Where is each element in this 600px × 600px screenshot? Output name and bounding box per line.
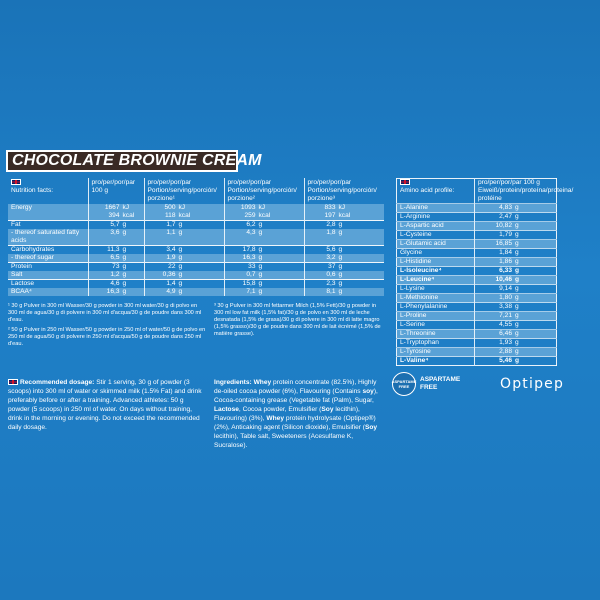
amino-cell xyxy=(475,231,557,240)
amino-value: 10,46 xyxy=(495,276,512,283)
nutrition-cell xyxy=(224,229,304,246)
nutrition-row-label: Protein xyxy=(8,263,88,272)
nutrition-cell xyxy=(144,212,224,221)
ingredients-label: Ingredients: xyxy=(214,379,252,386)
dosage-text: Stir 1 serving, 30 g of powder (3 scoops) into 300 ml of water or skimmed milk (1.5% Fat) and drink preferably before or after a training. Advanced athletes: 50 g powder (5 scoops) in 250 ml of water. On days without training, drink in the morning or evening. Do not exceed the recommended daily dosage. xyxy=(8,379,202,431)
amino-unit: g xyxy=(515,303,519,310)
ingredient-allergen: Lactose xyxy=(214,406,239,413)
amino-unit: g xyxy=(515,312,519,319)
nutrition-unit: g xyxy=(258,221,263,228)
nutrition-value: 7,1 xyxy=(246,288,256,295)
nutrition-cell xyxy=(224,212,304,221)
footnote-1: ¹ 30 g Pulver in 300 ml Wasser/30 g powder in 300 ml water/30 g di polvo en 300 ml de agua/30 g di polvere in 300 ml d'acqua/30 g de poudre dans 300 ml d'eau. xyxy=(8,303,202,323)
nutrition-value: 1667 xyxy=(104,204,120,211)
nutrition-unit: g xyxy=(258,288,263,295)
nutrition-row xyxy=(8,271,384,280)
nutrition-value: 6,5 xyxy=(110,254,120,261)
nutrition-row-label: Salt xyxy=(8,271,88,280)
nutrition-cell xyxy=(88,212,144,221)
nutrition-cell xyxy=(88,254,144,263)
amino-unit: g xyxy=(515,294,519,301)
nutrition-cell xyxy=(224,221,304,230)
amino-value: 1,80 xyxy=(499,294,512,301)
amino-name: L-Glutamic acid xyxy=(397,240,475,249)
nutrition-unit: g xyxy=(338,280,343,287)
amino-unit: g xyxy=(515,213,519,220)
nutrition-unit: g xyxy=(178,280,183,287)
nutrition-value: 3,6 xyxy=(110,229,120,236)
nutrition-col-header-text: Nutrition facts: xyxy=(11,187,54,194)
nutrition-cell xyxy=(304,271,384,280)
amino-row xyxy=(397,339,557,348)
nutrition-table xyxy=(8,178,384,296)
amino-value: 4,55 xyxy=(499,321,512,328)
amino-unit: g xyxy=(515,267,520,274)
nutrition-value: 17,8 xyxy=(242,246,256,253)
nutrition-unit: g xyxy=(178,229,183,236)
nutrition-cell xyxy=(224,288,304,296)
nutrition-value: 197 xyxy=(324,212,336,219)
amino-name: L-Alanine xyxy=(397,204,475,213)
amino-value: 2,47 xyxy=(499,213,512,220)
ingredient-allergen: Soy xyxy=(365,424,378,431)
nutrition-row xyxy=(8,246,384,255)
nutrition-col-header xyxy=(88,178,144,204)
nutrition-row-label: Lactose xyxy=(8,280,88,289)
amino-value: 10,82 xyxy=(495,222,512,229)
amino-header-label xyxy=(397,179,475,204)
nutrition-value: 394 xyxy=(108,212,120,219)
nutrition-unit: g xyxy=(338,254,343,261)
nutrition-value: 16,3 xyxy=(106,288,120,295)
amino-cell xyxy=(475,321,557,330)
ingredient-text: , Cocoa powder, Emulsifier ( xyxy=(238,406,322,413)
nutrition-unit: g xyxy=(258,254,263,261)
uk-flag-icon xyxy=(8,379,18,385)
nutrition-cell xyxy=(144,280,224,289)
amino-value: 1,86 xyxy=(499,258,512,265)
ingredient-text: lecithin), Flavouring) (3%), xyxy=(214,406,360,422)
nutrition-cell xyxy=(144,254,224,263)
ingredient-allergen: Soy xyxy=(321,406,334,413)
amino-row xyxy=(397,285,557,294)
amino-name: L-Threonine xyxy=(397,330,475,339)
nutrition-cell xyxy=(304,212,384,221)
nutrition-unit: kJ xyxy=(178,204,186,211)
nutrition-col-header-text: pro/per/por/par Portion/serving/porción/ porzione¹ xyxy=(147,179,217,202)
amino-row xyxy=(397,348,557,357)
nutrition-unit: g xyxy=(122,221,127,228)
nutrition-col-header xyxy=(224,178,304,204)
ingredient-allergen: Whey xyxy=(266,415,284,422)
nutrition-value: 15,8 xyxy=(242,280,256,287)
amino-value: 9,14 xyxy=(499,285,512,292)
nutrition-value: 833 xyxy=(324,204,336,211)
amino-value: 1,93 xyxy=(499,339,512,346)
nutrition-col-header-text: pro/per/por/par Portion/serving/porción/ porzione³ xyxy=(307,179,377,202)
amino-row xyxy=(397,321,557,330)
nutrition-unit: g xyxy=(338,246,343,253)
nutrition-unit: g xyxy=(258,280,263,287)
nutrition-unit: g xyxy=(122,254,127,261)
nutrition-unit: g xyxy=(178,221,183,228)
nutrition-unit: g xyxy=(178,288,183,295)
nutrition-cell xyxy=(304,246,384,255)
nutrition-value: 1,9 xyxy=(166,254,176,261)
amino-header-value: pro/per/por/par 100 g Eiweiß/protein/proteína/proteina/ protéine xyxy=(475,179,557,204)
amino-header-label-text: Amino acid profile: xyxy=(400,187,455,194)
amino-cell xyxy=(475,249,557,258)
aspartame-circle-line1: ASPARTAME xyxy=(391,379,417,384)
nutrition-cell xyxy=(304,221,384,230)
amino-unit: g xyxy=(515,258,519,265)
product-title: CHOCOLATE BROWNIE CREAM xyxy=(6,150,238,172)
nutrition-unit: g xyxy=(338,288,343,295)
amino-cell xyxy=(475,303,557,312)
amino-cell xyxy=(475,204,557,213)
nutrition-row xyxy=(8,280,384,289)
nutrition-unit: g xyxy=(178,246,183,253)
nutrition-unit: g xyxy=(258,263,263,270)
amino-cell xyxy=(475,339,557,348)
aspartame-circle-line2: FREE xyxy=(398,384,410,389)
nutrition-cell xyxy=(224,204,304,212)
amino-name: L-Methionine xyxy=(397,294,475,303)
amino-name: L-Tyrosine xyxy=(397,348,475,357)
nutrition-row-label: Fat xyxy=(8,221,88,230)
amino-cell xyxy=(475,312,557,321)
amino-value: 3,38 xyxy=(499,303,512,310)
amino-name: L-Lysine xyxy=(397,285,475,294)
nutrition-unit: g xyxy=(122,280,127,287)
amino-unit: g xyxy=(515,276,520,283)
ingredient-allergen: Whey xyxy=(253,379,272,386)
nutrition-cell xyxy=(88,204,144,212)
nutrition-cell xyxy=(224,280,304,289)
amino-row xyxy=(397,231,557,240)
nutrition-cell xyxy=(144,288,224,296)
amino-unit: g xyxy=(515,285,519,292)
nutrition-cell xyxy=(88,221,144,230)
nutrition-value: 33 xyxy=(248,263,256,270)
amino-value: 2,88 xyxy=(499,348,512,355)
amino-cell xyxy=(475,330,557,339)
nutrition-value: 4,9 xyxy=(166,288,176,295)
nutrition-value: 0,36 xyxy=(162,271,176,278)
nutrition-cell xyxy=(144,221,224,230)
amino-row xyxy=(397,357,557,366)
nutrition-row-label: - thereof saturated fatty acids xyxy=(8,229,88,246)
footnotes-right xyxy=(214,303,384,341)
nutrition-value: 3,2 xyxy=(326,254,336,261)
nutrition-value: 1093 xyxy=(240,204,256,211)
nutrition-value: 3,4 xyxy=(166,246,176,253)
nutrition-value: 1,4 xyxy=(166,280,176,287)
nutrition-col-header-text: pro/per/por/par 100 g xyxy=(91,179,136,194)
amino-cell xyxy=(475,222,557,231)
amino-row xyxy=(397,276,557,285)
footnote-3: ³ 30 g Pulver in 300 ml fettarmer Milch (1,5% Fett)/30 g powder in 300 ml low fat milk (1,5% fat)/30 g de polvo en 300 ml de leche desnatada (1,5% de grasa)/30 g di polvere in 300 ml di latte magro (1,5% grasso)/30 g de poudre dans 300 ml de lait écrémé (1,5% de matière grasse). xyxy=(214,303,381,337)
amino-value: 4,83 xyxy=(499,204,512,211)
amino-value: 1,84 xyxy=(499,249,512,256)
nutrition-unit: g xyxy=(178,254,183,261)
amino-unit: g xyxy=(515,249,519,256)
nutrition-value: 0,7 xyxy=(246,271,256,278)
nutrition-cell xyxy=(88,229,144,246)
nutrition-col-header-text: pro/per/por/par Portion/serving/porción/ porzione² xyxy=(227,179,297,202)
amino-name: L-Proline xyxy=(397,312,475,321)
amino-value: 16,85 xyxy=(495,240,512,247)
nutrition-unit: kcal xyxy=(178,212,191,219)
nutrition-value: 1,7 xyxy=(166,221,176,228)
amino-header-row xyxy=(397,179,557,204)
amino-name: L-Phenylalanine xyxy=(397,303,475,312)
nutrition-cell xyxy=(144,246,224,255)
nutrition-unit: g xyxy=(178,263,183,270)
nutrition-unit: g xyxy=(122,229,127,236)
nutrition-value: 73 xyxy=(112,263,120,270)
amino-name: L-Leucine⁴ xyxy=(397,276,475,285)
amino-row xyxy=(397,222,557,231)
amino-row xyxy=(397,267,557,276)
amino-row xyxy=(397,249,557,258)
nutrition-cell xyxy=(88,280,144,289)
nutrition-row xyxy=(8,288,384,296)
nutrition-unit: g xyxy=(178,271,183,278)
nutrition-unit: kcal xyxy=(122,212,135,219)
ingredient-text: ), Cocoa-containing grease (Vegetable fat (Palm), Sugar, xyxy=(214,388,378,404)
amino-value: 5,46 xyxy=(499,357,512,364)
nutrition-row-label: BCAA⁴ xyxy=(8,288,88,296)
amino-acid-table xyxy=(396,178,574,366)
nutrition-unit: g xyxy=(122,263,127,270)
nutrition-row xyxy=(8,221,384,230)
nutrition-cell xyxy=(88,271,144,280)
amino-row xyxy=(397,330,557,339)
nutrition-unit: g xyxy=(338,229,343,236)
optipep-logo: Optipep xyxy=(500,376,565,392)
amino-name: L-Valine⁴ xyxy=(397,357,475,366)
nutrition-value: 1,8 xyxy=(326,229,336,236)
nutrition-col-header xyxy=(144,178,224,204)
amino-name: Glycine xyxy=(397,249,475,258)
ingredients xyxy=(214,378,384,450)
amino-unit: g xyxy=(515,204,519,211)
nutrition-unit: kJ xyxy=(122,204,130,211)
nutrition-value: 6,2 xyxy=(246,221,256,228)
recommended-dosage xyxy=(8,378,204,432)
nutrition-row-label: Carbohydrates xyxy=(8,246,88,255)
nutrition-value: 0,6 xyxy=(326,271,336,278)
amino-name: L-Serine xyxy=(397,321,475,330)
nutrition-cell xyxy=(88,288,144,296)
nutrition-cell xyxy=(88,263,144,272)
nutrition-unit: g xyxy=(338,271,343,278)
nutrition-value: 118 xyxy=(164,212,176,219)
nutrition-unit: g xyxy=(122,271,127,278)
amino-cell xyxy=(475,240,557,249)
amino-cell xyxy=(475,348,557,357)
nutrition-value: 1,2 xyxy=(110,271,120,278)
nutrition-cell xyxy=(88,246,144,255)
amino-name: L-Tryptophan xyxy=(397,339,475,348)
amino-cell xyxy=(475,267,557,276)
nutrition-row xyxy=(8,204,384,212)
nutrition-unit: g xyxy=(122,246,127,253)
nutrition-cell xyxy=(304,229,384,246)
nutrition-value: 16,3 xyxy=(242,254,256,261)
nutrition-unit: kJ xyxy=(338,204,346,211)
nutrition-value: 4,3 xyxy=(246,229,256,236)
nutrition-cell xyxy=(224,271,304,280)
aspartame-text-line2: FREE xyxy=(420,384,438,391)
nutrition-row xyxy=(8,229,384,246)
nutrition-value: 4,6 xyxy=(110,280,120,287)
nutrition-value: 8,1 xyxy=(326,288,336,295)
nutrition-unit: g xyxy=(122,288,127,295)
nutrition-cell xyxy=(304,280,384,289)
uk-flag-icon xyxy=(11,179,21,185)
nutrition-value: 37 xyxy=(328,263,336,270)
footnote-2: ² 50 g Pulver in 250 ml Wasser/50 g powder in 250 ml of water/50 g de polvo en 250 ml de agua/50 g di polvere in 250 ml d'acqua/50 g de poudre dans 250 ml d'eau. xyxy=(8,327,206,347)
aspartame-free-badge xyxy=(392,371,460,397)
nutrition-cell xyxy=(144,204,224,212)
amino-row xyxy=(397,240,557,249)
amino-unit: g xyxy=(515,240,519,247)
nutrition-value: 1,1 xyxy=(166,229,176,236)
dosage-label: Recommended dosage: xyxy=(20,379,95,386)
nutrition-row xyxy=(8,254,384,263)
amino-cell xyxy=(475,357,557,366)
nutrition-unit: kJ xyxy=(258,204,266,211)
nutrition-row xyxy=(8,263,384,272)
nutrition-unit: g xyxy=(258,271,263,278)
nutrition-unit: g xyxy=(258,246,263,253)
amino-row xyxy=(397,213,557,222)
nutrition-cell xyxy=(304,263,384,272)
nutrition-value: 11,3 xyxy=(107,246,120,253)
nutrition-unit: g xyxy=(338,221,343,228)
nutrition-header-row xyxy=(8,178,384,204)
ingredient-text: protein concentrate (82.5%), Highly de-oiled cocoa powder (6%), Flavouring (Contains xyxy=(214,379,377,395)
nutrition-value: 2,8 xyxy=(326,221,336,228)
nutrition-unit: g xyxy=(258,229,263,236)
nutrition-row-label: Energy xyxy=(8,204,88,212)
amino-cell xyxy=(475,258,557,267)
footnotes-left xyxy=(8,303,208,351)
amino-cell xyxy=(475,213,557,222)
amino-name: L-Cysteine xyxy=(397,231,475,240)
amino-row xyxy=(397,258,557,267)
amino-row xyxy=(397,312,557,321)
nutrition-row-label: - thereof sugar xyxy=(8,254,88,263)
nutrition-value: 2,3 xyxy=(326,280,336,287)
ingredient-text: lecithin), Table salt, Sweeteners (Acesulfame K, Sucralose). xyxy=(214,433,354,449)
nutrition-cell xyxy=(224,263,304,272)
aspartame-text-line1: ASPARTAME xyxy=(420,376,461,383)
amino-row xyxy=(397,303,557,312)
amino-name: L-Histidine xyxy=(397,258,475,267)
nutrition-cell xyxy=(224,246,304,255)
amino-name: L-Isoleucine⁴ xyxy=(397,267,475,276)
nutrition-value: 259 xyxy=(244,212,256,219)
amino-row xyxy=(397,294,557,303)
nutrition-unit: g xyxy=(338,263,343,270)
nutrition-col-header xyxy=(304,178,384,204)
amino-unit: g xyxy=(515,222,519,229)
nutrition-cell xyxy=(144,271,224,280)
nutrition-col-header xyxy=(8,178,88,204)
nutrition-value: 5,7 xyxy=(110,221,120,228)
uk-flag-icon xyxy=(400,179,410,185)
amino-value: 6,33 xyxy=(499,267,512,274)
amino-cell xyxy=(475,276,557,285)
amino-value: 6,46 xyxy=(499,330,512,337)
amino-unit: g xyxy=(515,357,520,364)
nutrition-cell xyxy=(304,204,384,212)
amino-unit: g xyxy=(515,330,519,337)
amino-cell xyxy=(475,294,557,303)
amino-value: 1,79 xyxy=(499,231,512,238)
nutrition-value: 5,6 xyxy=(326,246,336,253)
nutrition-value: 500 xyxy=(164,204,176,211)
ingredient-text: protein hydrolysate (Optipep®) (2%), Anticaking agent (Silicon dioxide), Emulsifier ( xyxy=(214,415,376,431)
amino-name: L-Arginine xyxy=(397,213,475,222)
amino-unit: g xyxy=(515,348,519,355)
ingredient-allergen: soy xyxy=(362,388,374,395)
nutrition-unit: kcal xyxy=(338,212,351,219)
amino-value: 7,21 xyxy=(499,312,512,319)
aspartame-free-text xyxy=(420,376,460,392)
nutrition-cell xyxy=(304,288,384,296)
aspartame-free-icon xyxy=(392,372,416,396)
amino-name: L-Aspartic acid xyxy=(397,222,475,231)
nutrition-cell xyxy=(144,263,224,272)
nutrition-row xyxy=(8,212,384,221)
nutrition-cell xyxy=(304,254,384,263)
nutrition-cell xyxy=(224,254,304,263)
amino-unit: g xyxy=(515,231,519,238)
nutrition-row-label xyxy=(8,212,88,221)
amino-unit: g xyxy=(515,321,519,328)
amino-unit: g xyxy=(515,339,519,346)
amino-cell xyxy=(475,285,557,294)
nutrition-unit: kcal xyxy=(258,212,271,219)
nutrition-value: 22 xyxy=(168,263,176,270)
amino-row xyxy=(397,204,557,213)
nutrition-cell xyxy=(144,229,224,246)
